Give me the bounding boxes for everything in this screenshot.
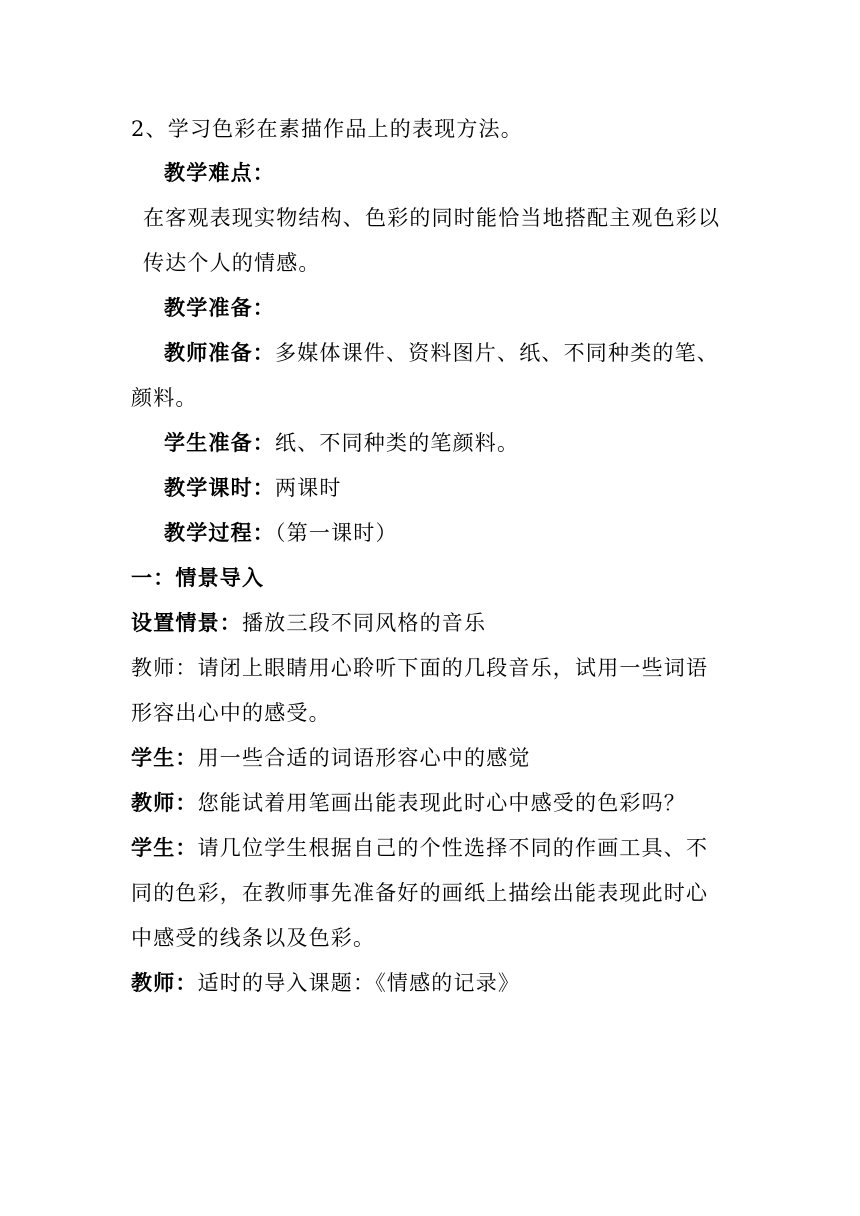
- teacher1-text-2: 形容出心中的感受。: [131, 701, 331, 725]
- heading-preparation: [164, 293, 275, 323]
- paragraph-scene: [131, 608, 486, 638]
- paragraph-student2-line-3: [131, 923, 375, 953]
- section1-heading: 一：情景导入: [131, 566, 265, 590]
- paragraph-student-prep: [164, 428, 519, 458]
- scene-text: 播放三段不同风格的音乐: [242, 611, 487, 635]
- prep-heading: 教学准备：: [164, 296, 275, 320]
- scene-label: 设置情景：: [131, 611, 242, 635]
- hours-text: 两课时: [275, 476, 342, 500]
- objective-2-text: 2、学习色彩在素描作品上的表现方法。: [131, 117, 523, 141]
- difficulty-text-2: 传达个人的情感。: [143, 251, 321, 275]
- heading-section-1: [131, 563, 264, 593]
- student2-text-2: 同的色彩，在教师事先准备好的画纸上描绘出能表现此时心: [131, 881, 709, 905]
- student1-label: 学生：: [131, 746, 198, 770]
- teacher-prep-text-2: 颜料。: [131, 386, 198, 410]
- paragraph-objective-2: [131, 114, 523, 144]
- paragraph-process: [164, 518, 398, 548]
- teacher1-text-1: 教师：请闭上眼睛用心聆听下面的几段音乐，试用一些词语: [131, 656, 709, 680]
- student-prep-label: 学生准备：: [164, 431, 275, 455]
- teacher-prep-label: 教师准备：: [164, 341, 275, 365]
- teacher2-label: 教师：: [131, 791, 198, 815]
- student2-text-3: 中感受的线条以及色彩。: [131, 926, 376, 950]
- paragraph-teacher2: [131, 788, 686, 818]
- paragraph-student2-line-2: [131, 878, 708, 908]
- paragraph-hours: [164, 473, 342, 503]
- teacher3-label: 教师：: [131, 971, 198, 995]
- paragraph-student2-line-1: [131, 833, 708, 863]
- paragraph-teacher-prep: [164, 338, 719, 368]
- teacher-prep-text: 多媒体课件、资料图片、纸、不同种类的笔、: [275, 341, 719, 365]
- paragraph-teacher3: [131, 968, 520, 998]
- paragraph-student1: [131, 743, 531, 773]
- heading-difficulty: [164, 158, 275, 188]
- paragraph-teacher-prep-cont: [131, 383, 198, 413]
- student1-text: 用一些合适的词语形容心中的感觉: [197, 746, 531, 770]
- difficulty-text-1: 在客观表现实物结构、色彩的同时能恰当地搭配主观色彩以: [143, 206, 721, 230]
- hours-label: 教学课时：: [164, 476, 275, 500]
- paragraph-teacher1-line-1: [131, 653, 708, 683]
- student2-text-1: 请几位学生根据自己的个性选择不同的作画工具、不: [197, 836, 709, 860]
- paragraph-difficulty-line-1: [143, 203, 720, 233]
- student2-label: 学生：: [131, 836, 198, 860]
- teacher2-text: 您能试着用笔画出能表现此时心中感受的色彩吗？: [197, 791, 687, 815]
- student-prep-text: 纸、不同种类的笔颜料。: [275, 431, 520, 455]
- teacher3-text: 适时的导入课题：《情感的记录》: [197, 971, 521, 995]
- difficulty-heading: 教学难点：: [164, 161, 275, 185]
- paragraph-teacher1-line-2: [131, 698, 331, 728]
- process-label: 教学过程：: [164, 521, 275, 545]
- paragraph-difficulty-line-2: [143, 248, 321, 278]
- process-text: （第一课时）: [275, 521, 398, 545]
